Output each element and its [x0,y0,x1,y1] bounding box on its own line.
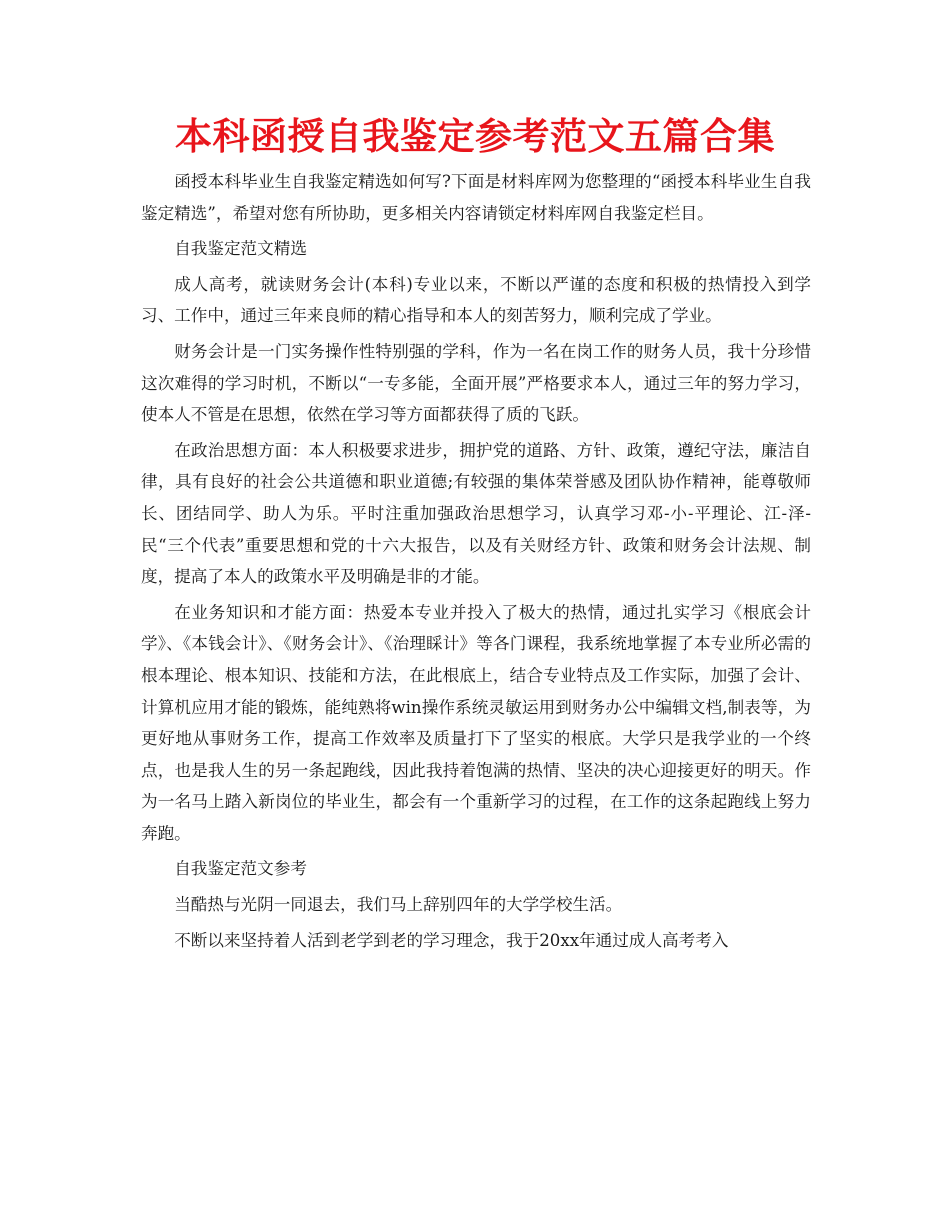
body-paragraph: 不断以来坚持着人活到老学到老的学习理念，我于20xx年通过成人高考考入 [174,930,729,950]
document-title: 本科函授自我鉴定参考范文五篇合集 [175,115,775,158]
intro-paragraph: 函授本科毕业生自我鉴定精选如何写?下面是材料库网为您整理的“函授本科毕业生自我鉴定精选”，希望对您有所协助，更多相关内容请锁定材料库网自我鉴定栏目。 [141,172,811,223]
body-paragraph: 在业务知识和才能方面：热爱本专业并投入了极大的热情，通过扎实学习《根底会计学》、《本钱会计》、《财务会计》、《治理睬计》等各门课程，我系统地掌握了本专业所必需的根本理论、根本知识、技能和方法，在此根底上，结合专业特点及工作实际，加强了会计、计算机应用才能的锻炼，能纯熟将win操作系统灵敏运用到财务办公中编辑文档,制表等，为更好地从事财务工作，提高工作效率及质量打下了坚实的根底。大学只是我学业的一个终点，也是我人生的另一条起跑线，因此我持着饱满的热情、坚决的决心迎接更好的明天。作为一名马上踏入新岗位的毕业生，都会有一个重新学习的过程，在工作的这条起跑线上努力奔跑。 [141,602,811,843]
section-heading: 自我鉴定范文参考 [174,859,307,879]
body-paragraph: 当酷热与光阴一同退去，我们马上辞别四年的大学学校生活。 [174,895,623,915]
section-heading: 自我鉴定范文精选 [174,239,307,259]
body-paragraph: 财务会计是一门实务操作性特别强的学科，作为一名在岗工作的财务人员，我十分珍惜这次难得的学习时机，不断以“一专多能，全面开展”严格要求本人，通过三年的努力学习，使本人不管是在思想，依然在学习等方面都获得了质的飞跃。 [141,341,811,425]
body-paragraph: 成人高考，就读财务会计(本科)专业以来，不断以严谨的态度和积极的热情投入到学习、工作中，通过三年来良师的精心指导和本人的刻苦努力，顺利完成了学业。 [141,274,811,326]
document-body [141,166,811,960]
body-paragraph: 在政治思想方面：本人积极要求进步，拥护党的道路、方针、政策，遵纪守法，廉洁自律，具有良好的社会公共道德和职业道德;有较强的集体荣誉感及团队协作精神，能尊敬师长、团结同学、助人为乐。平时注重加强政治思想学习，认真学习邓-小-平理论、江-泽-民“三个代表”重要思想和党的十六大报告，以及有关财经方针、政策和财务会计法规、制度，提高了本人的政策水平及明确是非的才能。 [141,440,811,587]
